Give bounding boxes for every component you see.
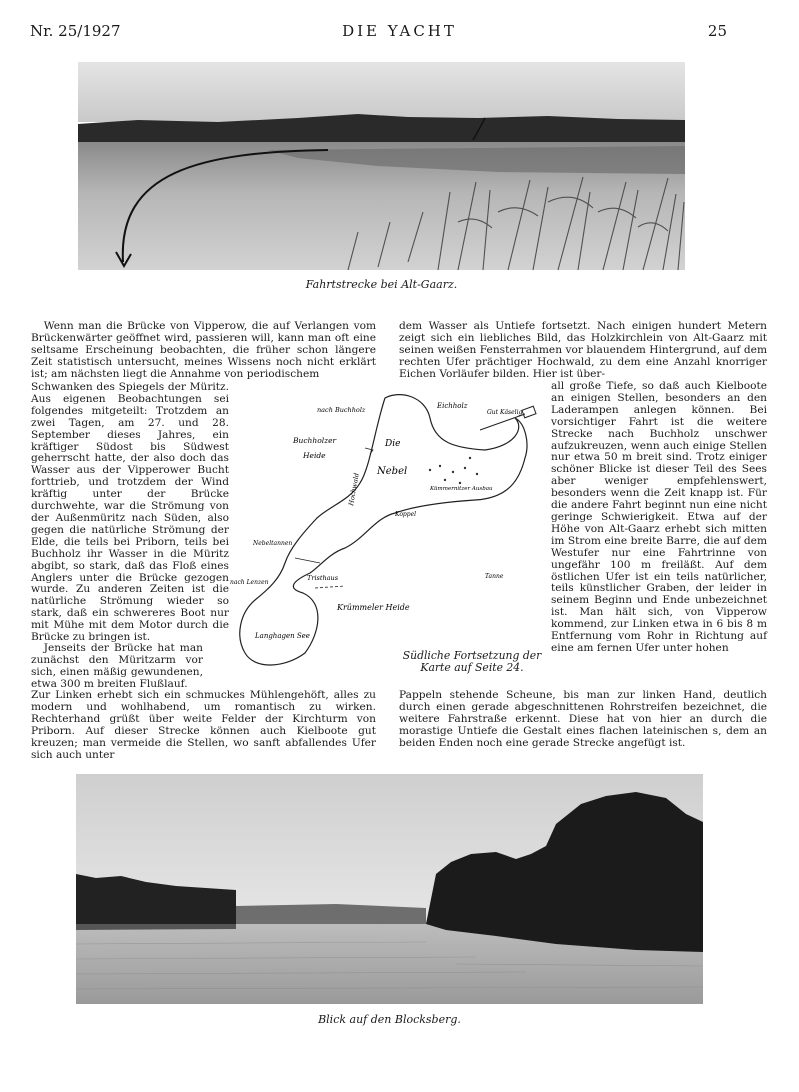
map-label: Eichholz: [437, 402, 468, 410]
map-label: Hochwald: [347, 472, 361, 507]
article-left-narrow: [31, 382, 229, 644]
map-label: Buchholzer: [293, 436, 337, 445]
lake-map: [225, 388, 555, 673]
map-label: Kümmernitzer Ausbau: [430, 486, 493, 492]
top-photo-alt-gaarz: [78, 62, 685, 270]
map-label: Tanne: [485, 573, 504, 580]
map-label: Nebel: [377, 466, 408, 477]
map-label: Die: [385, 439, 401, 449]
bottom-photo-caption: Blick auf den Blocksberg.: [318, 1013, 461, 1026]
paragraph: Zur Linken erhebt sich ein schmuckes Mühlengehöft, alles zu modern und wohlhabend, um romantisch zu wirken. Rechterhand grüßt über weite Felder der Kirchturm von Priborn. Auf dieser Strecke können auch Kielboote gut kreuzen; man vermeide die Stellen, wo sanft abfallendes Ufer sich auch unter: [31, 689, 376, 761]
bottom-photo-blocksberg: [76, 774, 703, 1004]
map-label: Heide: [303, 451, 326, 460]
map-label: nach Buchholz: [317, 406, 366, 414]
lake-outline: [240, 395, 527, 665]
map-label: Krümmeler Heide: [337, 603, 410, 612]
map-label: Langhagen See: [255, 632, 310, 640]
issue-number: Nr. 25/1927: [30, 22, 121, 40]
map-label: Tristhaus: [307, 574, 339, 582]
article-right-narrow: [551, 381, 767, 655]
paragraph: Jenseits der Brücke hat man zunächst den Müritzarm vor sich, einen mäßig gewundenen, etwa 300 m breiten Flußlauf.: [31, 642, 203, 690]
paragraph: Schwanken des Spiegels der Müritz. Aus eigenen Beobachtungen sei folgendes mitgeteilt: Trotzdem an zwei Tagen, am 27. und 28. September dieses Jahres, ein kräftiger Südost bis Südwest geherrscht hatte, der also doch das Wasser aus der Vipperower Bucht forttrieb, und trotzdem der Wind kräftig unter der Brücke durchwehte, war die Strömung von der Außenmüritz nach Süden, also gegen die natürliche Strömung der Elde, die teils bei Priborn, teils bei Buchholz ihr Wasser in die Müritz abgibt, so stark, daß das Floß eines Anglers unter die Brücke gezogen wurde. Zu anderen Zeiten ist die natürliche Strömung wieder so stark, daß ein schwereres Boot nur mit Mühe mit dem Motor durch die Brücke zu bringen ist.: [31, 381, 229, 644]
paragraph: dem Wasser als Untiefe fortsetzt. Nach einigen hundert Metern zeigt sich ein liebliches Bild, das Holzkirchlein von Alt-Gaarz mit seinen weißen Fensterrahmen vor blauendem Hintergrund, auf dem rechten Ufer prächtiger Hochwald, zu dem eine Anzahl knorriger Eichen Vorläufer bilden. Hier ist über-: [399, 320, 767, 380]
paragraph: Pappeln stehende Scheune, bis man zur linken Hand, deutlich durch einen gerade abgeschnittenen Rohrstreifen bezeichnet, die weitere Fahrstraße erkennt. Diese hat von hier an durch die morastige Untiefe die Gestalt eines flachen lateinischen s, dem an beiden Enden noch eine gerade Strecke angefügt ist.: [399, 689, 767, 749]
map-label: Nebeltannen: [253, 540, 293, 547]
paragraph: all große Tiefe, so daß auch Kielboote an einigen Stellen, besonders an den Laderampen anlegen können. Bei vorsichtiger Fahrt ist die weitere Strecke nach Buchholz unschwer aufzukreuzen, wenn auch einige Stellen nur etwa 50 m breit sind. Trotz einiger schöner Blicke ist dieser Teil des Sees aber weniger empfehlenswert, besonders wenn die Zeit knapp ist. Für die andere Fahrt beginnt nun eine nicht geringe Schwierigkeit. Etwa auf der Höhe von Alt-Gaarz erhebt sich mitten im Strom eine breite Barre, die auf dem Westufer nur eine Fahrtrinne von ungefähr 100 m freiläßt. Auf dem östlichen Ufer ist ein teils natürlicher, teils künstlicher Graben, der leider in seinem Beginn und Ende unbezeichnet ist. Man hält sich, von Vipperow kommend, zur Linken etwa in 6 bis 8 m Entfernung vom Rohr in Richtung auf eine am fernen Ufer unter hohen: [551, 380, 767, 654]
map-label: Koppel: [395, 511, 417, 518]
map-label: Gut Käselig: [487, 409, 523, 416]
article-left-bottom: [31, 690, 376, 761]
article-right-bottom: [399, 690, 767, 750]
top-photo-caption: Fahrtstrecke bei Alt-Gaarz.: [305, 278, 458, 291]
map-label: nach Lenzen: [230, 579, 269, 586]
article-left-narrow-2: [31, 643, 203, 691]
magazine-title: DIE YACHT: [342, 22, 457, 40]
paragraph: Wenn man die Brücke von Vipperow, die auf Verlangen vom Brückenwärter geöffnet wird, passieren will, kann man oft eine seltsame Erscheinung beobachten, die früher schon längere Zeit statistisch untersucht, meines Wissens noch nicht erklärt ist; am nächsten liegt die Annahme von periodischem: [31, 320, 376, 380]
page-number: 25: [707, 22, 727, 40]
article-right-top: [399, 321, 767, 381]
article-left-top: [31, 321, 376, 381]
map-caption: Südliche Fortsetzung der Karte auf Seite 24.: [402, 649, 542, 674]
